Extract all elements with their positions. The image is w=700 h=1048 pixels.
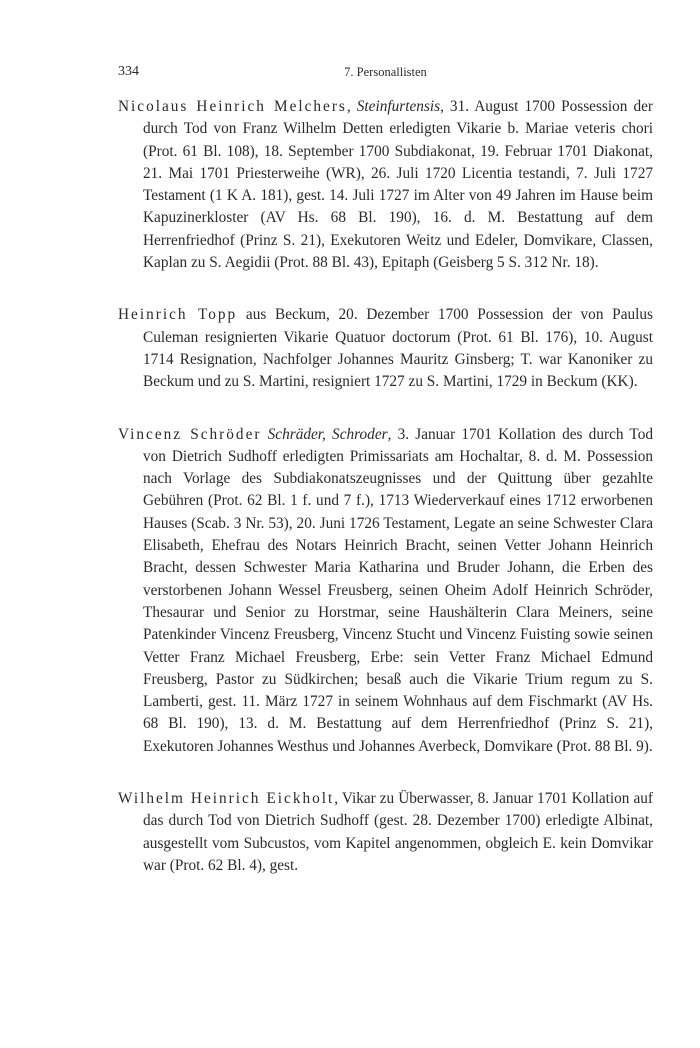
entry-text: Vikar zu Überwasser, 8. Januar 1701 Kollation auf das durch Tod von Dietrich Sudhoff (gest. 28. Dezember 1700) erledigte Albinat, ausgestellt vom Subcustos, vom Kapitel angenommen, obgleich E. kein Domvikar war (Prot. 62 Bl. 4), gest. (143, 790, 653, 874)
entry-name-variant: Steinfurtensis (356, 98, 441, 115)
page-header (118, 64, 653, 86)
entry-topp (118, 304, 653, 393)
entry-text: , 31. August 1700 Possession der durch Tod von Franz Wilhelm Detten erledigten Vikarie b. Mariae veteris chori (Prot. 61 Bl. 108), 18. September 1700 Subdiakonat, 19. Februar 1701 Diakonat, 21. Mai 1701 Priesterweihe (WR), 26. Juli 1720 Licentia testandi, 7. Juli 1727 Testament (1 K A. 181), gest. 14. Juli 1727 im Alter von 49 Jahren im Hause beim Kapuzinerkloster (AV Hs. 68 Bl. 190), 16. d. M. Bestattung auf dem Herrenfriedhof (Prinz S. 21), Exekutoren Weitz und Edeler, Domvikare, Classen, Kaplan zu S. Aegidii (Prot. 88 Bl. 43), Epitaph (Geisberg 5 S. 312 Nr. 18). (143, 98, 653, 272)
entry-separator: , (346, 98, 357, 115)
entry-text: , 3. Januar 1701 Kollation des durch Tod von Dietrich Sudhoff erledigten Primissariats am Hochaltar, 8. d. M. Possession nach Vorlage des Subdiakonatszeugnisses und der Quittung über gezahlte Gebühren (Prot. 62 Bl. 1 f. und 7 f.), 1713 Wiederverkauf eines 1712 erworbenen Hauses (Scab. 3 Nr. 53), 20. Juni 1726 Testament, Legate an seine Schwester Clara Elisabeth, Ehefrau des Notars Heinrich Bracht, seinen Vetter Johann Heinrich Bracht, dessen Schwester Maria Katharina und Bruder Johann, die Erben des verstorbenen Johann Wessel Freusberg, seinen Oheim Adolf Heinrich Schröder, Thesaurar und Senior zu Horstmar, seine Haushälterin Clara Meiners, seine Patenkinder Vincenz Freusberg, Vincenz Stucht und Vincenz Fuisting sowie seinen Vetter Franz Michael Freusberg, Erbe: sein Vetter Franz Michael Edmund Freusberg, Pastor zu Südkirchen; besaß auch die Vikarie Trium regum zu S. Lamberti, gest. 11. März 1727 in seinem Wohnhaus auf dem Fischmarkt (AV Hs. 68 Bl. 190), 13. d. M. Bestattung auf dem Herrenfriedhof (Prinz S. 21), Exekutoren Johannes Westhus und Johannes Averbeck, Domvikare (Prot. 88 Bl. 9). (143, 425, 653, 755)
entry-name: Vincenz Schröder (118, 425, 262, 443)
entry-name: Wilhelm Heinrich Eickholt (118, 790, 335, 808)
running-head: 7. Personallisten (344, 65, 427, 79)
page-number: 334 (118, 64, 139, 79)
entry-name: Heinrich Topp (118, 306, 238, 324)
entry-schroeder (118, 424, 653, 758)
entry-name: Nicolaus Heinrich Melchers (118, 98, 347, 115)
entry-eickholt (118, 788, 653, 877)
entry-list (118, 96, 653, 877)
entry-melchers (118, 96, 653, 274)
entry-separator: , (334, 790, 342, 808)
entry-separator (237, 306, 246, 323)
entry-text: aus Beckum, 20. Dezember 1700 Possession der von Paulus Culeman resignierten Vikarie Quatuor doctorum (Prot. 61 Bl. 176), 10. August 1714 Resignation, Nachfolger Johannes Mauritz Ginsberg; T. war Kanoniker zu Beckum und zu S. Martini, resigniert 1727 zu S. Martini, 1729 in Beckum (KK). (143, 306, 653, 391)
entry-name-variant: Schräder, Schroder (267, 425, 388, 443)
